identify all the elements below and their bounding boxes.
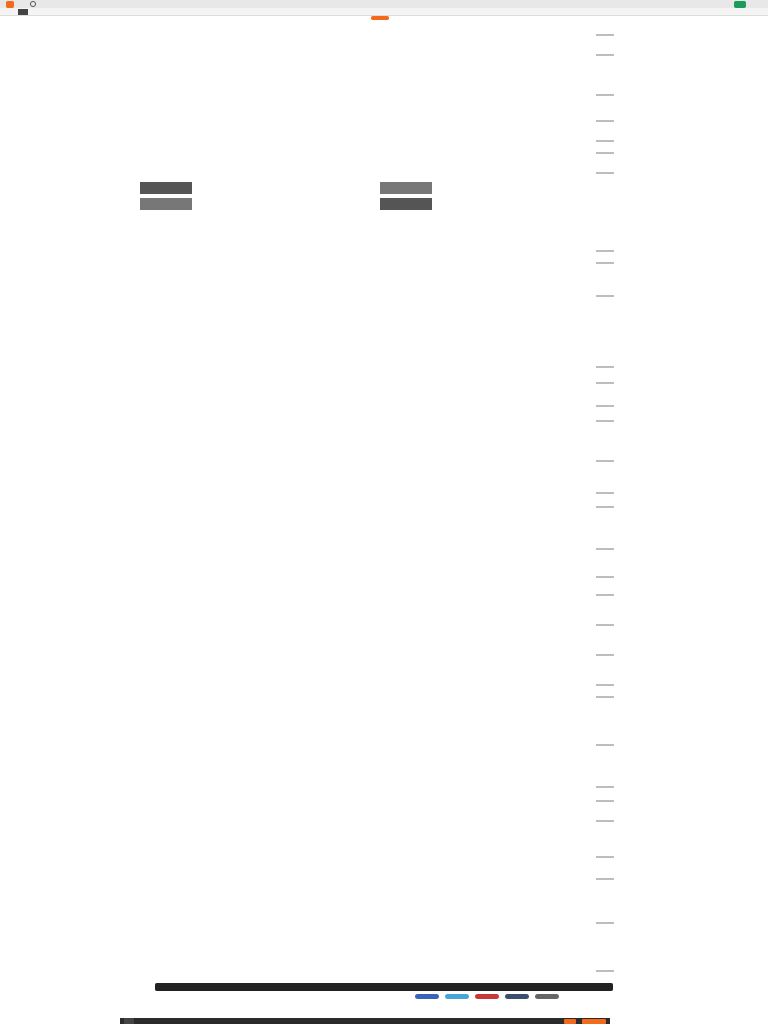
margin-note-marker[interactable] [596,460,614,462]
margin-note-marker[interactable] [596,696,614,698]
margin-note-marker[interactable] [596,250,614,252]
margin-note-marker[interactable] [596,54,614,56]
search-icon [30,1,36,7]
footer-links [155,1000,613,1012]
margin-note-marker[interactable] [596,820,614,822]
margin-note-marker[interactable] [596,405,614,407]
margin-note-marker[interactable] [596,594,614,596]
brand-logo[interactable] [6,1,14,8]
meta-badge [371,16,389,20]
margin-note-marker[interactable] [596,576,614,578]
share-banner [155,983,613,991]
margin-note-marker[interactable] [596,152,614,154]
margin-note-marker[interactable] [596,970,614,972]
related-thumbnail [380,182,432,194]
margin-note-marker[interactable] [596,624,614,626]
linkedin-share-button[interactable] [505,994,529,999]
margin-note-marker[interactable] [596,800,614,802]
bottom-secondary-button[interactable] [582,1019,606,1024]
related-thumbnail [140,198,192,210]
margin-note-marker[interactable] [596,382,614,384]
document-body-continued [140,212,600,254]
related-documents [140,182,610,210]
margin-note-marker[interactable] [596,94,614,96]
facebook-share-button[interactable] [415,994,439,999]
margin-note-marker[interactable] [596,654,614,656]
margin-note-marker[interactable] [596,922,614,924]
related-card[interactable] [140,198,370,211]
margin-note-marker[interactable] [596,366,614,368]
margin-note-marker[interactable] [596,878,614,880]
margin-annotations [596,0,618,980]
margin-note-marker[interactable] [596,262,614,264]
related-card[interactable] [140,182,370,195]
margin-note-marker[interactable] [596,684,614,686]
margin-note-marker[interactable] [596,744,614,746]
more-share-button[interactable] [535,994,559,999]
sticky-bottom-bar [120,1018,610,1024]
document-header [140,16,620,20]
margin-note-marker[interactable] [596,420,614,422]
twitter-share-button[interactable] [445,994,469,999]
margin-note-marker[interactable] [596,295,614,297]
related-thumbnail [140,182,192,194]
top-navigation [0,0,768,8]
margin-note-marker[interactable] [596,786,614,788]
margin-note-marker[interactable] [596,506,614,508]
margin-note-marker[interactable] [596,492,614,494]
document-meta [140,16,620,20]
related-card[interactable] [380,198,610,211]
doc-thumbnail [124,1018,134,1024]
margin-note-marker[interactable] [596,120,614,122]
bottom-primary-button[interactable] [564,1019,576,1024]
upload-cta-button[interactable] [734,1,746,8]
doc-thumbnail [18,9,28,15]
document-subbar [0,8,768,16]
margin-note-marker[interactable] [596,34,614,36]
margin-note-marker[interactable] [596,856,614,858]
margin-note-marker[interactable] [596,140,614,142]
margin-note-marker[interactable] [596,172,614,174]
pinterest-share-button[interactable] [475,994,499,999]
search-area[interactable] [30,0,36,8]
margin-note-marker[interactable] [596,548,614,550]
related-card[interactable] [380,182,610,195]
related-thumbnail [380,198,432,210]
document-body [140,36,600,42]
